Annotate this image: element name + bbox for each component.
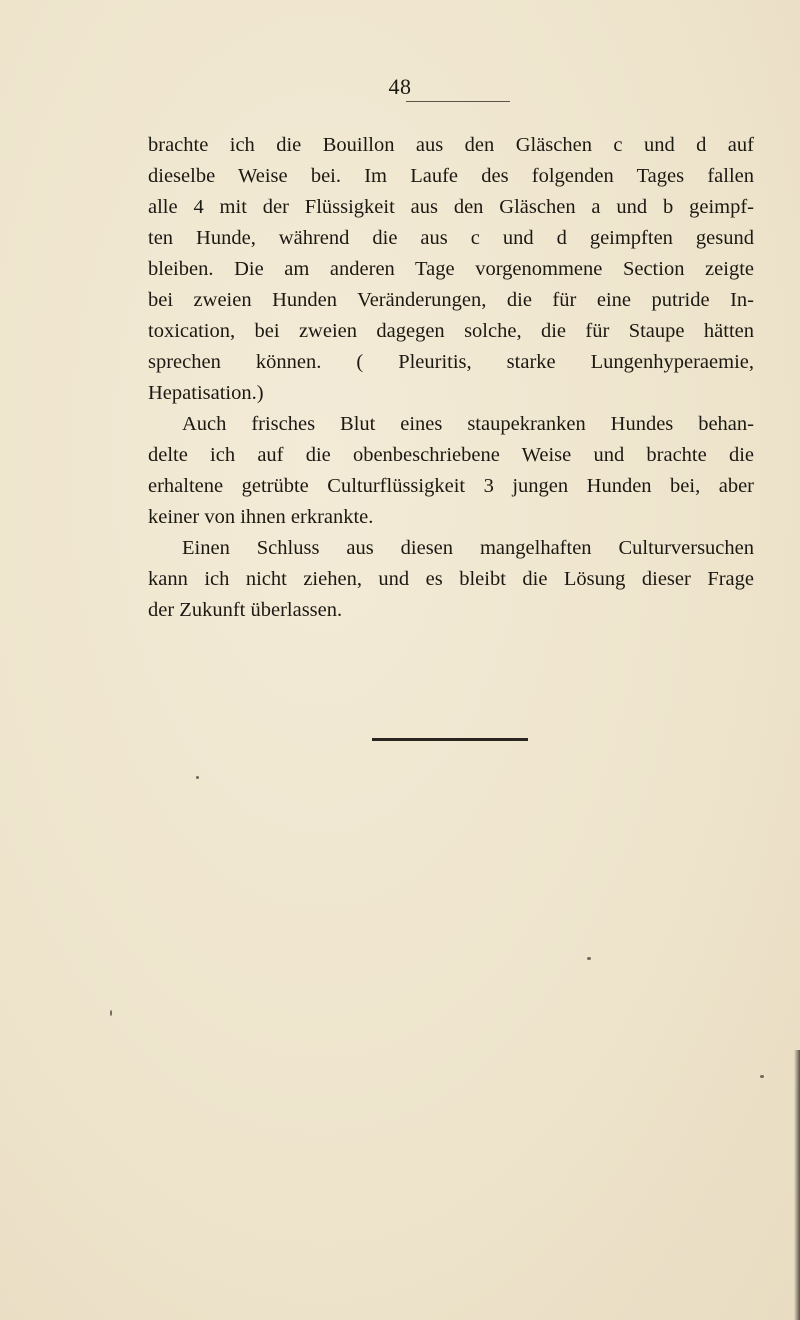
text-line: dieselbe Weise bei. Im Laufe des folgenden Tages fallen — [148, 165, 754, 187]
paper-speck — [587, 957, 591, 960]
page-edge-shadow — [794, 1050, 800, 1320]
text-line: kann ich nicht ziehen, und es bleibt die Lösung dieser Frage — [148, 568, 754, 590]
paper-speck — [760, 1075, 764, 1078]
text-line: sprechen können. ( Pleuritis, starke Lungenhyperaemie, — [148, 351, 754, 373]
paragraph-start-line: Einen Schluss aus diesen mangelhaften Culturversuchen — [182, 537, 754, 559]
text-line: bei zweien Hunden Veränderungen, die für eine putride In- — [148, 289, 754, 311]
text-line: erhaltene getrübte Culturflüssigkeit 3 jungen Hunden bei, aber — [148, 475, 754, 497]
text-line: der Zukunft überlassen. — [148, 599, 343, 621]
header-rule — [406, 101, 510, 102]
text-line: ten Hunde, während die aus c und d geimpften gesund — [148, 227, 754, 249]
page-number: 48 — [388, 74, 412, 99]
text-line: brachte ich die Bouillon aus den Gläschen c und d auf — [148, 134, 754, 156]
text-line: toxication, bei zweien dagegen solche, die für Staupe hätten — [148, 320, 754, 342]
text-line: keiner von ihnen erkrankte. — [148, 506, 374, 528]
section-end-rule — [372, 738, 528, 741]
paper-speck — [110, 1010, 112, 1016]
text-line: delte ich auf die obenbeschriebene Weise und brachte die — [148, 444, 754, 466]
paper-speck — [196, 776, 199, 779]
paragraph-start-line: Auch frisches Blut eines staupekranken Hundes behan- — [182, 413, 754, 435]
text-line: bleiben. Die am anderen Tage vorgenommene Section zeigte — [148, 258, 754, 280]
body-text — [148, 130, 754, 626]
text-line: alle 4 mit der Flüssigkeit aus den Gläschen a und b geimpf- — [148, 196, 754, 218]
text-line: Hepatisation.) — [148, 382, 264, 404]
